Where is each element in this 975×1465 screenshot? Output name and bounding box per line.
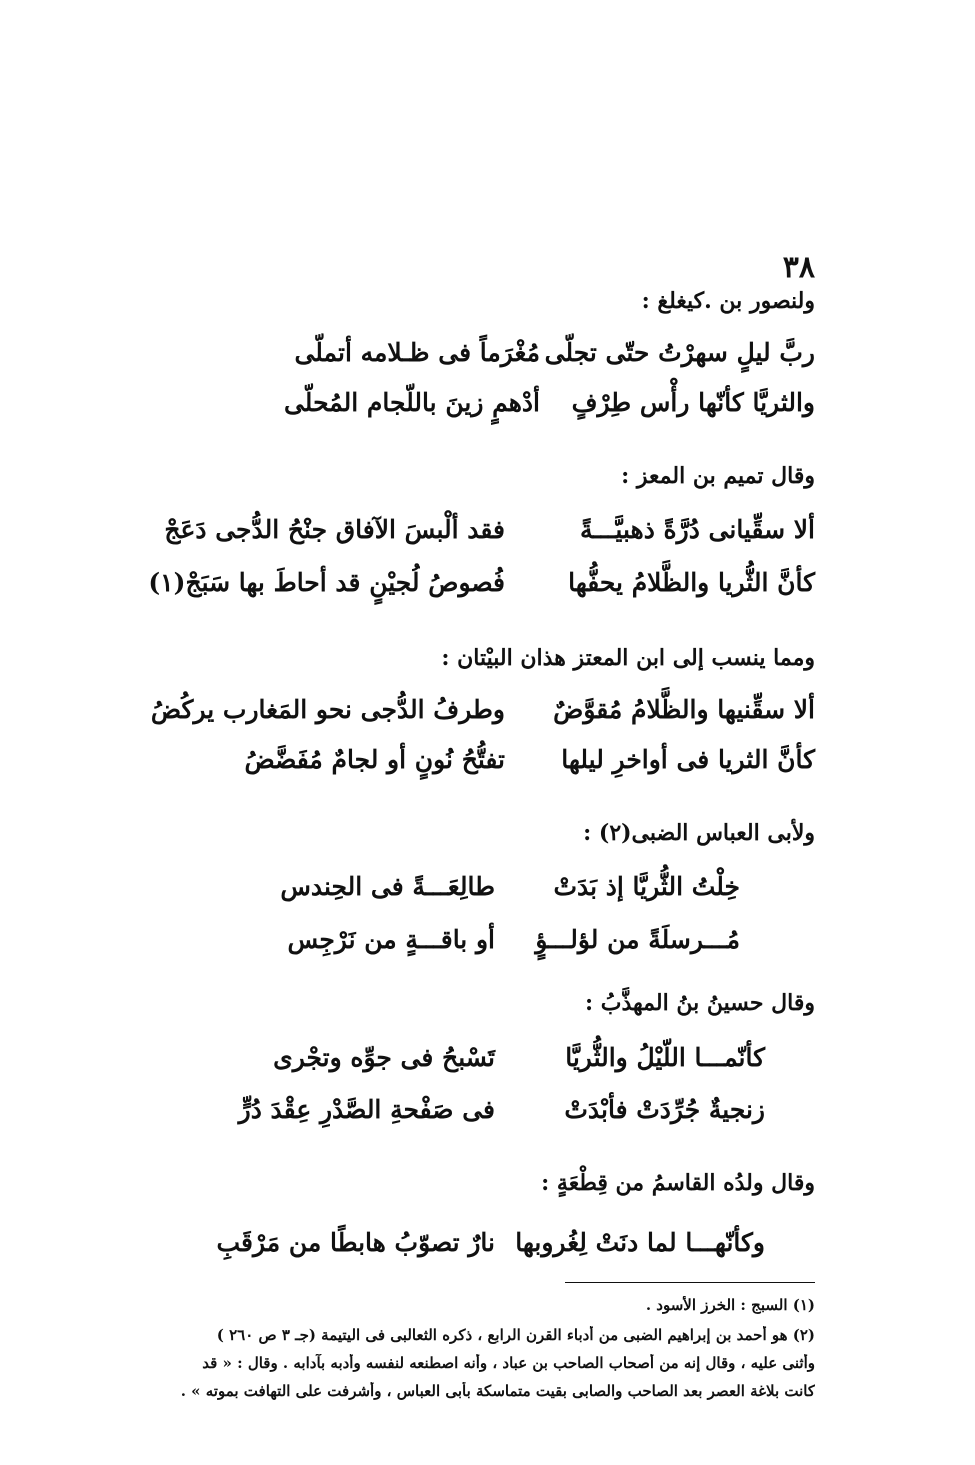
verse-second-hemistich: تفتُّحُ نُونٍ أو لجامٌ مُفَضَّضُ [244, 745, 505, 774]
verse-second-hemistich: أو باقـــةٍ من نَرْجِس [287, 925, 495, 954]
verse-first-hemistich: خِلْتُ الثُّريَّا إذ بَدَتْ [553, 872, 740, 901]
verse-second-hemistich: فُصوصُ لُجيْنٍ قد أحاطَ بها سَبَجْ(١) [148, 568, 505, 597]
verse-second-hemistich: تَسْبحُ فى جوِّه وتجْرى [273, 1043, 495, 1072]
section-intro: وقال ولدُه القاسمُ من قِطْعَةٍ : [541, 1170, 815, 1196]
verse-first-hemistich: والثريَّا كأنّها رأْس طِرْفٍ [571, 388, 815, 417]
section-intro: ولأبى العباس الضبى(٢) : [583, 820, 815, 846]
verse-first-hemistich: ألا سقِّيانى دُرَّةً ذهبيَّـــةً [580, 515, 815, 544]
verse-first-hemistich: ربَّ ليلٍ سهرْتُ حتّى تجلّى [544, 338, 815, 367]
section-intro: وقال تميم بن المعز : [621, 463, 815, 489]
verse-first-hemistich: كأنَّ الثريا فى أواخرِ ليلها [561, 745, 815, 774]
verse-first-hemistich: كأنَّ الثُّريا والظَّلامُ يحفُّها [568, 568, 815, 597]
section-intro: ومما ينسب إلى ابن المعتز هذان البيْتان : [441, 645, 815, 671]
verse-second-hemistich: نارٌ تصوّبُ هابطًا من مَرْقَبِ [216, 1228, 495, 1257]
footnote: وأثنى عليه ، وقال إنه من أصحاب الصاحب بن عباد ، وأنه اصطنعه لنفسه وأدبه بآدابه . وقال : « قد [202, 1354, 815, 1372]
verse-first-hemistich: وكأنّهـــا لما دنَتْ لِغُروبها [515, 1228, 765, 1257]
footnote: كانت بلاغة العصر بعد الصاحب والصابى بقيت متماسكة بأبى العباس ، وأشرفت على التهافت بموته » . [180, 1382, 815, 1400]
footnote: (١) السبج : الخرز الأسود . [645, 1296, 815, 1314]
verse-first-hemistich: مُـــرسلَةً من لؤلـــؤٍ [535, 925, 740, 954]
verse-second-hemistich: فى صَفْحةِ الصَّدْرِ عِقْدَ دُرٍّ [238, 1095, 495, 1124]
footnote: (٢) هو أحمد بن إبراهيم الضبى من أدباء القرن الرابع ، ذكره الثعالبى فى اليتيمة (جـ ٣ ص ٢٦٠ ) [216, 1326, 815, 1344]
verse-second-hemistich: فقد ألْبسَ الآفاق جنْحُ الدُّجى دَعَجْ [164, 515, 505, 544]
section-intro: وقال حسينُ بنُ المهذَّبُ : [584, 990, 815, 1016]
verse-second-hemistich: وطرفُ الدُّجى نحو المَغارب يركُضُ [150, 695, 505, 724]
footnote-divider [565, 1282, 815, 1283]
verse-second-hemistich: أدْهمٍ زينَ باللّجام المُحلّى [283, 388, 540, 417]
verse-first-hemistich: زنجيةٌ جُرِّدَتْ فأبْدَتْ [564, 1095, 765, 1124]
verse-second-hemistich: مُغْرَماً فى ظـلامه أتملّى [294, 338, 540, 367]
verse-first-hemistich: كأنّمـــا اللّيْلُ والثُّريَّا [565, 1043, 765, 1072]
verse-first-hemistich: ألا سقِّنيها والظَّلامُ مُقوَّضٌ [553, 695, 815, 724]
section-intro: ولنصور بن .كيغلغ : [641, 288, 815, 314]
page-number: ٣٨ [782, 250, 815, 285]
verse-second-hemistich: طالِعَـــةً فى الحِندس [280, 872, 495, 901]
